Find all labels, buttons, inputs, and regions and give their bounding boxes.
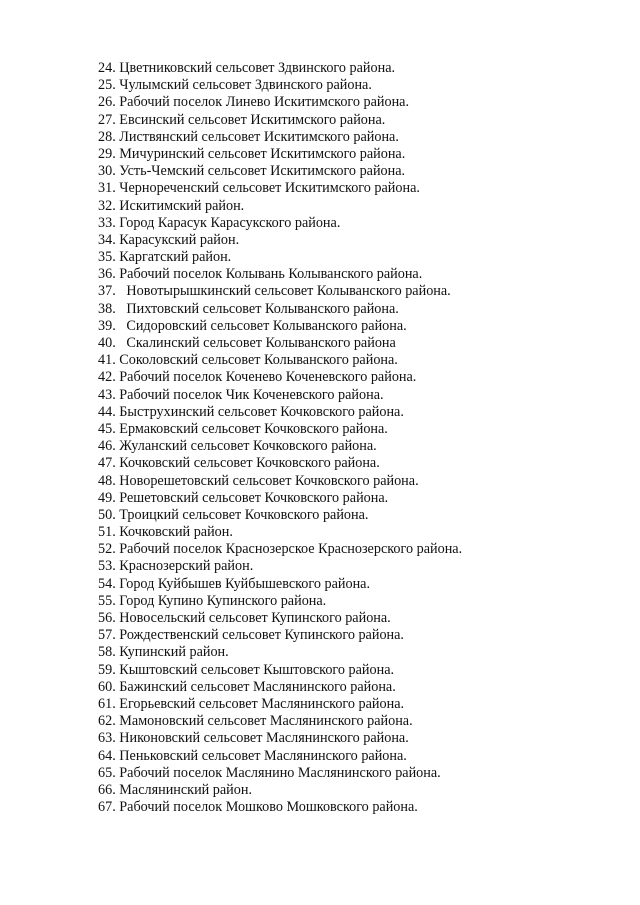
numbered-list [98,60,462,816]
list-item-text: Маслянинский район. [119,781,253,798]
list-item-text: Новотырышкинский сельсовет Колыванского района. [119,283,451,300]
list-item-text: Кочковский район. [119,524,233,541]
list-item [98,421,462,438]
list-item [98,369,462,386]
list-item-number: 45. [98,420,116,437]
list-item-number: 57. [98,627,116,644]
list-item [98,232,462,249]
list-item [98,404,462,421]
list-item-number: 39. [98,317,116,334]
list-item-number: 31. [98,180,116,197]
list-item-number: 24. [98,60,116,76]
list-item [98,541,462,558]
list-item-number: 25. [98,77,116,94]
list-item [98,473,462,490]
list-item [98,335,462,352]
list-item-number: 41. [98,352,116,369]
list-item [98,112,462,129]
list-item-text: Рабочий поселок Чик Коченевского района. [119,386,384,403]
list-item-number: 35. [98,249,116,266]
list-item-text: Пихтовский сельсовет Колыванского района. [119,300,399,317]
list-item-number: 53. [98,558,116,575]
list-item-number: 48. [98,472,116,489]
list-item-number: 33. [98,214,116,231]
list-item [98,696,462,713]
list-item-number: 37. [98,283,116,300]
list-item [98,730,462,747]
list-item [98,593,462,610]
list-item-number: 50. [98,506,116,523]
list-item-number: 54. [98,575,116,592]
list-item-text: Мичуринский сельсовет Искитимского района. [119,145,406,162]
list-item [98,438,462,455]
list-item [98,60,462,77]
list-item-text: Рождественский сельсовет Купинского района. [119,627,404,644]
list-item [98,146,462,163]
list-item-text: Новорешетовский сельсовет Кочковского района. [119,472,419,489]
list-item-number: 44. [98,403,116,420]
list-item-text: Евсинский сельсовет Искитимского района. [119,111,386,128]
list-item-text: Троицкий сельсовет Кочковского района. [119,506,369,523]
list-item-text: Город Купино Купинского района. [119,592,327,609]
list-item-number: 52. [98,541,116,558]
list-item [98,249,462,266]
list-item-number: 58. [98,644,116,661]
list-item [98,782,462,799]
list-item-number: 60. [98,678,116,695]
list-item-number: 63. [98,730,116,747]
list-item-text: Чернореченский сельсовет Искитимского района. [119,180,420,197]
list-item [98,301,462,318]
list-item-text: Город Карасук Карасукского района. [119,214,341,231]
list-item-text: Бажинский сельсовет Маслянинского района. [119,678,396,695]
list-item-text: Краснозерский район. [119,558,254,575]
list-item [98,524,462,541]
list-item-text: Усть-Чемский сельсовет Искитимского района. [119,163,406,180]
list-item [98,610,462,627]
list-item [98,215,462,232]
list-item-number: 49. [98,489,116,506]
list-item [98,266,462,283]
list-item [98,94,462,111]
list-item-number: 42. [98,369,116,386]
list-item [98,129,462,146]
list-item-number: 32. [98,197,116,214]
list-item-number: 38. [98,300,116,317]
list-item-text: Кочковский сельсовет Кочковского района. [119,455,380,472]
list-item-number: 27. [98,111,116,128]
list-item [98,662,462,679]
list-item-text: Город Куйбышев Куйбышевского района. [119,575,371,592]
list-item-text: Цветниковский сельсовет Здвинского района. [119,60,396,76]
list-item-text: Рабочий поселок Коченево Коченевского района. [119,369,417,386]
list-item-number: 67. [98,799,116,816]
list-item-text: Жуланский сельсовет Кочковского района. [119,438,377,455]
list-item [98,77,462,94]
list-item-text: Карасукский район. [119,231,240,248]
list-item [98,799,462,816]
list-item [98,387,462,404]
list-item-number: 56. [98,610,116,626]
list-item-text: Пеньковский сельсовет Маслянинского района. [119,747,407,764]
list-item-text: Решетовский сельсовет Кочковского района. [119,489,389,506]
list-item [98,644,462,661]
list-item [98,558,462,575]
list-item-text: Никоновский сельсовет Маслянинского района. [119,730,409,747]
list-item [98,507,462,524]
list-item-number: 59. [98,661,116,678]
list-item [98,748,462,765]
list-item-text: Ермаковский сельсовет Кочковского района. [119,420,388,437]
list-item-text: Рабочий поселок Мошково Мошковского района. [119,799,418,816]
list-item-text: Рабочий поселок Краснозерское Краснозерского района. [119,541,463,558]
list-item-number: 61. [98,695,116,712]
list-item-text: Искитимский район. [119,197,245,214]
list-item-text: Купинский район. [119,644,229,661]
list-item-number: 34. [98,231,116,248]
list-item-number: 29. [98,145,116,162]
list-item-number: 26. [98,94,116,111]
list-item-text: Рабочий поселок Линево Искитимского района. [119,94,410,111]
list-item-number: 36. [98,266,116,283]
list-item [98,283,462,300]
list-item-number: 66. [98,781,116,798]
list-item [98,679,462,696]
list-item-text: Каргатский район. [119,249,232,266]
list-item-number: 64. [98,747,116,764]
list-item-number: 47. [98,455,116,472]
list-item-text: Сидоровский сельсовет Колыванского района. [119,317,407,334]
list-item-number: 51. [98,524,116,541]
list-item-number: 28. [98,128,116,145]
list-item-number: 46. [98,438,116,455]
list-item [98,455,462,472]
list-item-text: Соколовский сельсовет Колыванского района. [119,352,398,369]
list-item [98,765,462,782]
list-item-number: 40. [98,335,116,351]
list-item-text: Егорьевский сельсовет Маслянинского района. [119,695,405,712]
list-item-text: Рабочий поселок Колывань Колыванского района. [119,266,423,283]
list-item [98,198,462,215]
list-item-text: Чулымский сельсовет Здвинского района. [119,77,372,94]
list-item [98,163,462,180]
list-item-text: Быструхинский сельсовет Кочковского района. [119,403,404,420]
list-item [98,490,462,507]
list-item-text: Новосельский сельсовет Купинского района. [119,610,391,626]
list-item [98,576,462,593]
list-item-number: 55. [98,592,116,609]
list-item-text: Листвянский сельсовет Искитимского района. [119,128,399,145]
list-item-number: 43. [98,386,116,403]
list-item [98,713,462,730]
list-item-text: Скалинский сельсовет Колыванского района [119,335,396,351]
list-item-text: Кыштовский сельсовет Кыштовского района. [119,661,395,678]
list-item [98,180,462,197]
list-item [98,352,462,369]
list-item [98,627,462,644]
list-item-number: 62. [98,713,116,730]
list-item [98,318,462,335]
list-item-number: 30. [98,163,116,180]
list-item-text: Мамоновский сельсовет Маслянинского района. [119,713,413,730]
list-item-number: 65. [98,764,116,781]
list-item-text: Рабочий поселок Маслянино Маслянинского района. [119,764,441,781]
